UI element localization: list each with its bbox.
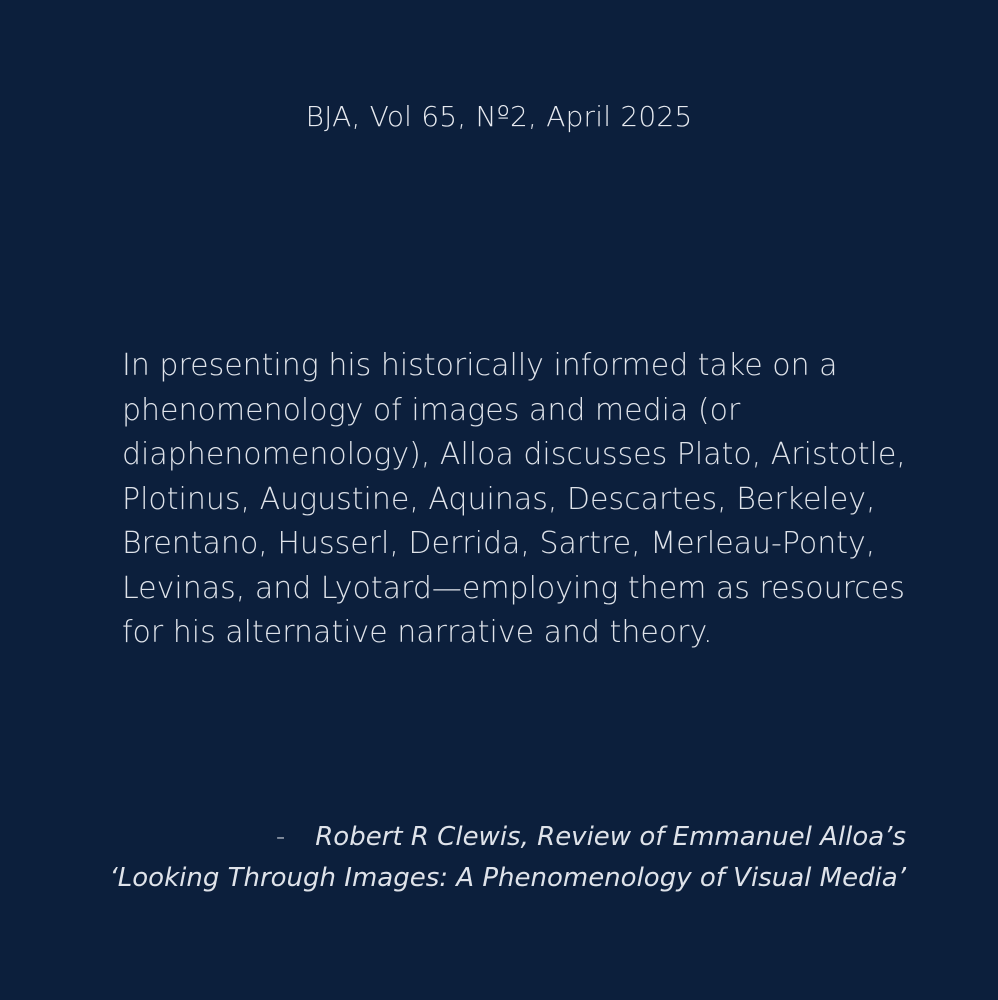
- quote-line: Plotinus, Augustine, Aquinas, Descartes, Berkeley,: [122, 481, 876, 517]
- quote-line: In presenting his historically informed take on a: [122, 348, 838, 383]
- quote-line: Brentano, Husserl, Derrida, Sartre, Merleau-Ponty,: [122, 526, 876, 561]
- quote-text: [122, 344, 922, 656]
- quote-line: diaphenomenology), Alloa discusses Plato, Aristotle,: [122, 437, 906, 472]
- quote-line: Levinas, and Lyotard—employing them as resources: [122, 570, 905, 606]
- attribution-line-1: [110, 817, 907, 858]
- attribution-author: Robert R Clewis, Review of Emmanuel Alloa’s: [315, 822, 906, 852]
- journal-citation: BJA, Vol 65, Nº2, April 2025: [305, 100, 693, 133]
- attribution: [110, 817, 907, 899]
- attribution-line-2: ‘Looking Through Images: A Phenomenology of Visual Media’: [109, 863, 906, 893]
- quote-line: phenomenology of images and media (or: [122, 392, 741, 428]
- attribution-dash: -: [275, 822, 286, 852]
- quote-line: for his alternative narrative and theory.: [122, 615, 713, 650]
